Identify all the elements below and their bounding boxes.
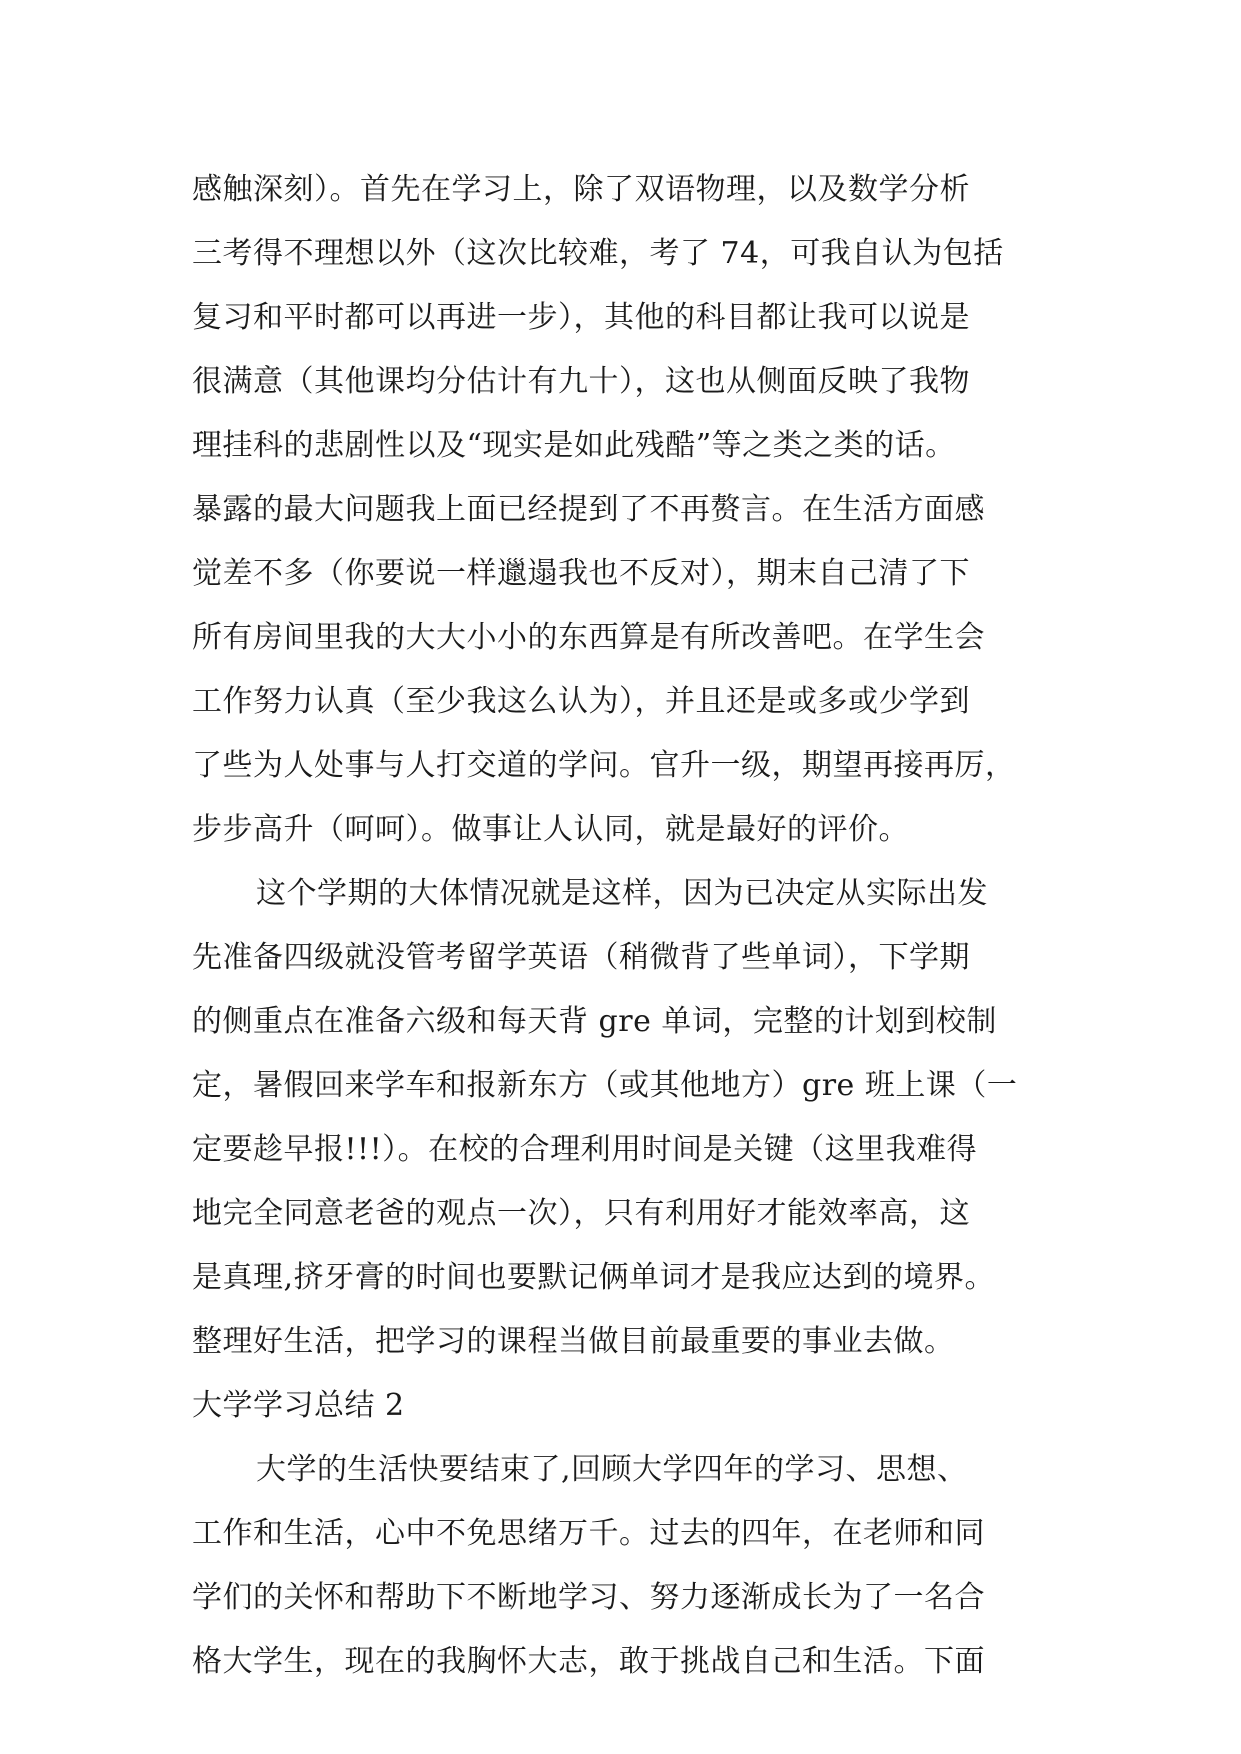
text-line: 地完全同意老爸的观点一次），只有利用好才能效率高，这 [192,1196,970,1231]
text-line: 整理好生活，把学习的课程当做目前最重要的事业去做。 [192,1324,955,1359]
text-line: 觉差不多（你要说一样邋遢我也不反对），期末自己清了下 [192,556,970,591]
text-line: 格大学生，现在的我胸怀大志，敢于挑战自己和生活。下面 [192,1644,985,1679]
text-line: 理挂科的悲剧性以及“现实是如此残酷”等之类之类的话。 [192,428,956,463]
text-line: 三考得不理想以外（这次比较难，考了 74，可我自认为包括 [192,236,1004,271]
text-line: 定，暑假回来学车和报新东方（或其他地方）gre 班上课（一 [192,1068,1018,1103]
text-line: 暴露的最大问题我上面已经提到了不再赘言。在生活方面感 [192,492,985,527]
paragraph-first-line: 大学的生活快要结束了,回顾大学四年的学习、思想、 [256,1452,968,1487]
text-line: 步步高升（呵呵）。做事让人认同，就是最好的评价。 [192,812,909,847]
text-line: 了些为人处事与人打交道的学问。官升一级，期望再接再厉， [192,748,1016,783]
section-heading: 大学学习总结 2 [192,1388,405,1423]
paragraph-first-line: 这个学期的大体情况就是这样，因为已决定从实际出发 [256,876,988,911]
text-line: 所有房间里我的大大小小的东西算是有所改善吧。在学生会 [192,620,985,655]
document-body [192,158,1072,1694]
text-line: 的侧重点在准备六级和每天背 gre 单词，完整的计划到校制 [192,1004,997,1039]
text-line: 定要趁早报!!!）。在校的合理利用时间是关键（这里我难得 [192,1132,978,1167]
text-line: 是真理,挤牙膏的时间也要默记俩单词才是我应达到的境界。 [192,1260,996,1295]
text-line: 很满意（其他课均分估计有九十），这也从侧面反映了我物 [192,364,970,399]
text-line: 工作努力认真（至少我这么认为），并且还是或多或少学到 [192,684,970,719]
text-line: 学们的关怀和帮助下不断地学习、努力逐渐成长为了一名合 [192,1580,985,1615]
text-line: 复习和平时都可以再进一步），其他的科目都让我可以说是 [192,300,970,335]
text-line: 先准备四级就没管考留学英语（稍微背了些单词），下学期 [192,940,970,975]
text-line: 工作和生活，心中不免思绪万千。过去的四年，在老师和同 [192,1516,985,1551]
text-line: 感触深刻）。首先在学习上，除了双语物理，以及数学分析 [192,172,970,207]
